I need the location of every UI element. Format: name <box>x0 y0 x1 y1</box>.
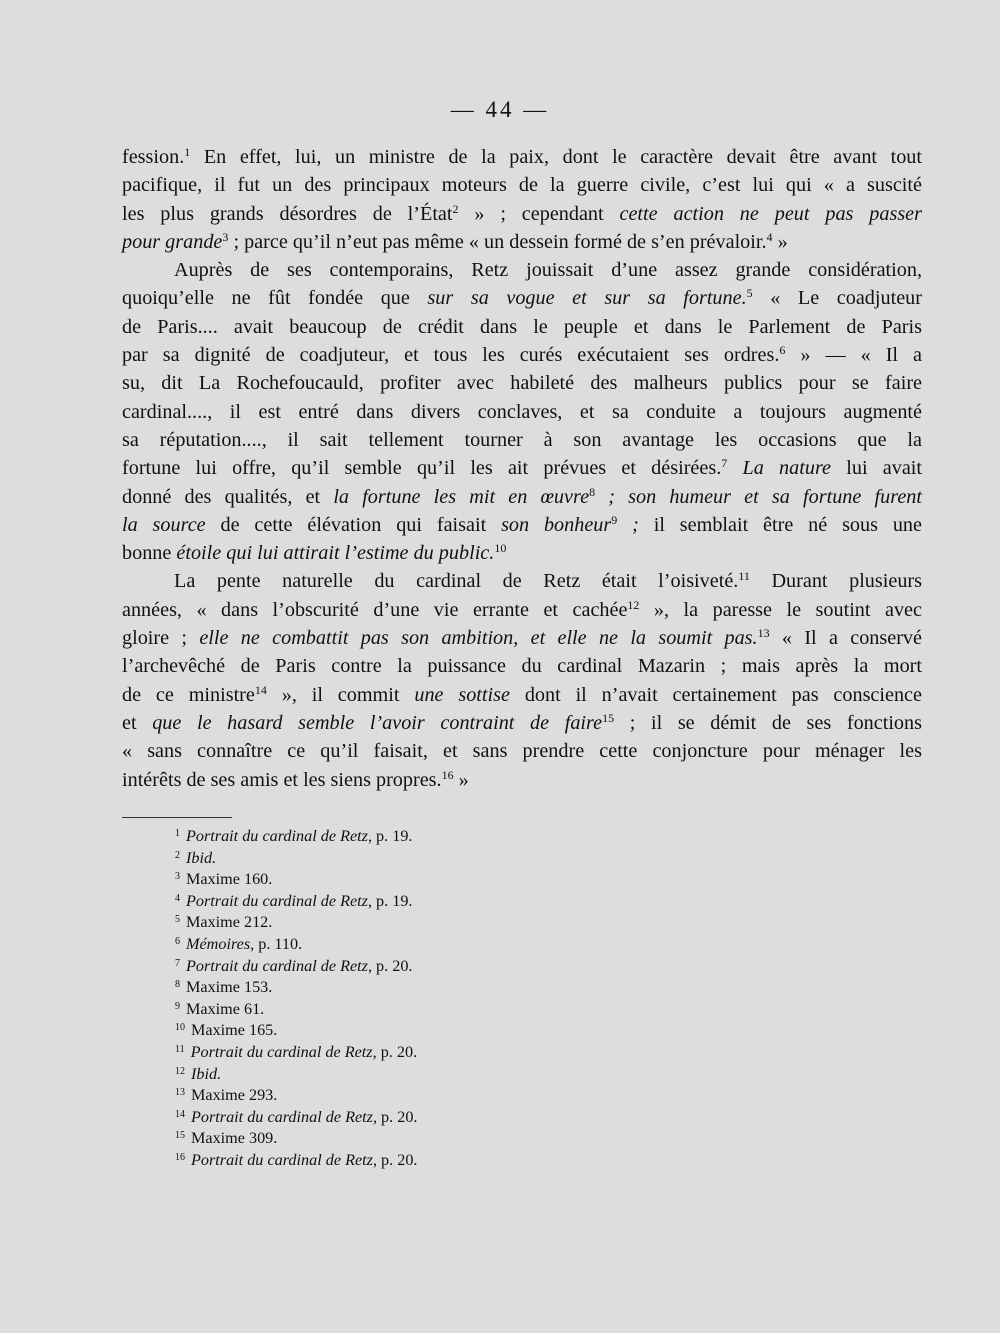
text-run: et <box>122 711 153 734</box>
italic-text: la fortune les mit en œuvre <box>333 485 590 508</box>
italic-text: sur sa vogue et sur sa fortune. <box>427 287 747 310</box>
footnote-source: Portrait du cardinal de Retz <box>186 827 368 845</box>
text-line <box>122 709 922 737</box>
footnote-ref: 2 <box>452 201 459 216</box>
footnote-ref: 12 <box>627 597 640 612</box>
footnote-ref: 16 <box>441 767 454 782</box>
footnote-ref: 13 <box>757 626 770 641</box>
footnote-source: Maxime 160. <box>186 870 273 889</box>
text-run: La pente naturelle du cardinal de Retz était l’oisiveté. <box>174 570 739 593</box>
text-line <box>122 143 922 171</box>
text-run: intérêts de ses amis et les siens propres. <box>122 768 442 791</box>
footnote-source: Portrait du cardinal de Retz <box>186 891 368 910</box>
text-run <box>727 457 742 479</box>
text-line <box>122 454 922 482</box>
page-number: — 44 — <box>450 97 550 122</box>
italic-text: cette action ne peut pas passer <box>619 202 922 225</box>
text-run: » — « Il a <box>785 344 922 367</box>
italic-text: la source <box>122 513 206 536</box>
text-run: cardinal...., il est entré dans divers conclaves, et sa conduite a toujours augmenté <box>122 400 922 423</box>
text-line <box>122 567 922 595</box>
footnote-number: 10 <box>175 1022 185 1034</box>
text-run: ; parce qu’il n’eut pas même « un dessein formé de s’en prévaloir. <box>228 230 767 253</box>
footnote-ref: 9 <box>611 512 618 527</box>
text-line <box>122 256 922 284</box>
text-line <box>122 737 922 765</box>
text-line <box>122 624 922 652</box>
text-line <box>122 652 922 680</box>
footnote-source: Portrait du cardinal de Retz <box>191 1150 373 1169</box>
text-run: de cette élévation qui faisait <box>205 513 502 536</box>
body-text <box>122 143 922 794</box>
footnote-page: , p. 20. <box>367 956 413 975</box>
footnote-page: , p. 110. <box>250 934 303 953</box>
footnote-number: 16 <box>175 1151 185 1163</box>
text-run: années, « dans l’obscurité d’une vie errante et cachée <box>122 598 628 621</box>
text-run: de ce ministre <box>122 683 255 706</box>
text-run: fession. <box>122 146 185 168</box>
text-line <box>122 426 922 454</box>
footnote <box>175 1107 417 1129</box>
text-run: Auprès de ses contemporains, Retz jouissait d’une assez grande considération, <box>174 259 922 282</box>
italic-text: étoile qui lui attirait l’estime du public. <box>176 542 495 565</box>
text-run: fortune lui offre, qu’il semble qu’il les ait prévues et désirées. <box>122 457 722 480</box>
footnote-ref: 14 <box>254 682 267 697</box>
footnote <box>175 1128 417 1150</box>
footnote-number: 11 <box>175 1043 185 1055</box>
italic-text: que le hasard semble l’avoir contraint de faire <box>152 711 603 734</box>
footnote <box>175 977 417 999</box>
footnote-number: 3 <box>175 871 180 883</box>
footnote-number: 4 <box>175 892 180 904</box>
text-line <box>122 398 922 426</box>
text-run: En effet, lui, un ministre de la paix, dont le caractère devait être avant tout <box>190 146 922 168</box>
footnote-source: Maxime 153. <box>186 978 273 997</box>
footnotes <box>175 826 417 1172</box>
text-run: l’archevêché de Paris contre la puissance du cardinal Mazarin ; mais après la mort <box>122 655 922 678</box>
footnote-number: 9 <box>175 1000 180 1012</box>
footnote <box>175 956 417 978</box>
text-run: pacifique, il fut un des principaux moteurs de la guerre civile, c’est lui qui « a suscité <box>122 174 922 197</box>
text-run: les plus grands désordres de l’État <box>122 202 453 225</box>
text-run: quoiqu’elle ne fût fondée que <box>122 287 428 310</box>
footnote-source: Maxime 309. <box>191 1129 278 1148</box>
text-line <box>122 369 922 397</box>
italic-text: son bonheur <box>501 513 612 536</box>
footnote-source: Maxime 165. <box>191 1021 278 1040</box>
footnote-ref: 8 <box>589 484 596 499</box>
text-run: », il commit <box>266 683 415 706</box>
italic-text: une sottise <box>414 683 510 706</box>
footnote <box>175 999 417 1021</box>
footnote-number: 8 <box>175 979 180 991</box>
text-line <box>122 483 922 511</box>
footnote-source: Maxime 293. <box>191 1086 278 1105</box>
text-run: « Le coadjuteur <box>752 287 922 310</box>
footnote <box>175 1064 417 1086</box>
footnote-source: Portrait du cardinal de Retz <box>186 956 368 975</box>
footnote-number: 1 <box>175 828 180 839</box>
footnote-page: , p. 20. <box>372 1042 418 1061</box>
footnote-source: Mémoires <box>186 934 251 953</box>
text-run: sa réputation...., il sait tellement tourner à son avantage les occasions que la <box>122 428 922 451</box>
text-run: lui avait <box>831 457 923 480</box>
text-run: de Paris.... avait beaucoup de crédit dans le peuple et dans le Parlement de Paris <box>122 315 922 338</box>
italic-text: pour grande <box>122 230 223 253</box>
text-line <box>122 539 922 567</box>
footnote <box>175 912 417 934</box>
text-run: dont il n’avait certainement pas conscience <box>509 683 922 706</box>
footnote-page: , p. 20. <box>372 1107 418 1126</box>
footnote-ref: 10 <box>494 541 507 556</box>
footnote-number: 14 <box>175 1108 185 1120</box>
text-line <box>122 284 922 312</box>
text-line <box>122 228 922 256</box>
footnote-ref: 3 <box>222 229 229 244</box>
footnote-number: 5 <box>175 914 180 926</box>
footnote-number: 13 <box>175 1087 185 1099</box>
footnote-divider <box>122 817 232 818</box>
italic-text: La nature <box>742 457 832 480</box>
text-line <box>122 200 922 228</box>
text-run: » <box>772 230 788 253</box>
text-run: par sa dignité de coadjuteur, et tous les curés exécutaient ses ordres. <box>122 344 780 367</box>
footnote <box>175 891 417 913</box>
text-line <box>122 681 922 709</box>
text-run: » ; cependant <box>458 202 620 225</box>
footnote-source: Ibid. <box>191 1064 222 1083</box>
italic-text: elle ne combattit pas son ambition, et elle ne la soumit pas. <box>199 627 758 650</box>
text-run: donné des qualités, et <box>122 485 334 508</box>
text-line <box>122 171 922 199</box>
footnote-page: , p. 19. <box>367 827 413 845</box>
footnote <box>175 826 417 848</box>
text-line <box>122 766 922 794</box>
footnote-ref: 4 <box>766 229 773 244</box>
text-run: Durant plusieurs <box>749 570 922 593</box>
footnote <box>175 848 417 870</box>
footnote-ref: 15 <box>602 710 615 725</box>
footnote-source: Maxime 61. <box>186 999 265 1018</box>
text-run: il semblait être né sous une <box>638 513 922 536</box>
italic-text: ; <box>617 513 639 536</box>
footnote-ref: 11 <box>738 569 750 584</box>
footnote-number: 15 <box>175 1130 185 1142</box>
footnote-number: 2 <box>175 849 180 861</box>
footnote-ref: 1 <box>184 145 191 159</box>
text-run: ; il se démit de ses fonctions <box>614 711 922 734</box>
text-run: su, dit La Rochefoucauld, profiter avec habileté des malheurs publics pour se faire <box>122 372 922 395</box>
footnote-page: , p. 19. <box>367 891 413 910</box>
footnote <box>175 1150 417 1172</box>
footnote-source: Portrait du cardinal de Retz <box>191 1107 373 1126</box>
text-run: » <box>453 768 469 791</box>
footnote-ref: 5 <box>746 286 753 301</box>
footnote <box>175 1020 417 1042</box>
footnote-number: 6 <box>175 935 180 947</box>
text-line <box>122 511 922 539</box>
footnote-source: Maxime 212. <box>186 913 273 932</box>
text-line <box>122 313 922 341</box>
footnote <box>175 1042 417 1064</box>
text-run: « Il a conservé <box>769 627 922 650</box>
footnote-source: Portrait du cardinal de Retz <box>190 1042 373 1061</box>
text-run: « sans connaître ce qu’il faisait, et sans prendre cette conjoncture pour ménager les <box>122 740 922 763</box>
footnote <box>175 869 417 891</box>
footnote-number: 7 <box>175 957 180 969</box>
text-run: », la paresse le soutint avec <box>639 598 922 621</box>
footnote <box>175 934 417 956</box>
footnote-ref: 7 <box>721 456 728 471</box>
footnote-source: Ibid. <box>186 848 217 867</box>
footnote <box>175 1085 417 1107</box>
text-line <box>122 341 922 369</box>
footnote-ref: 6 <box>779 343 786 358</box>
footnote-page: , p. 20. <box>372 1150 418 1169</box>
text-line <box>122 596 922 624</box>
text-run: bonne <box>122 542 177 565</box>
text-run: gloire ; <box>122 627 200 650</box>
italic-text: ; son humeur et sa fortune furent <box>595 485 922 508</box>
footnote-number: 12 <box>175 1065 185 1077</box>
